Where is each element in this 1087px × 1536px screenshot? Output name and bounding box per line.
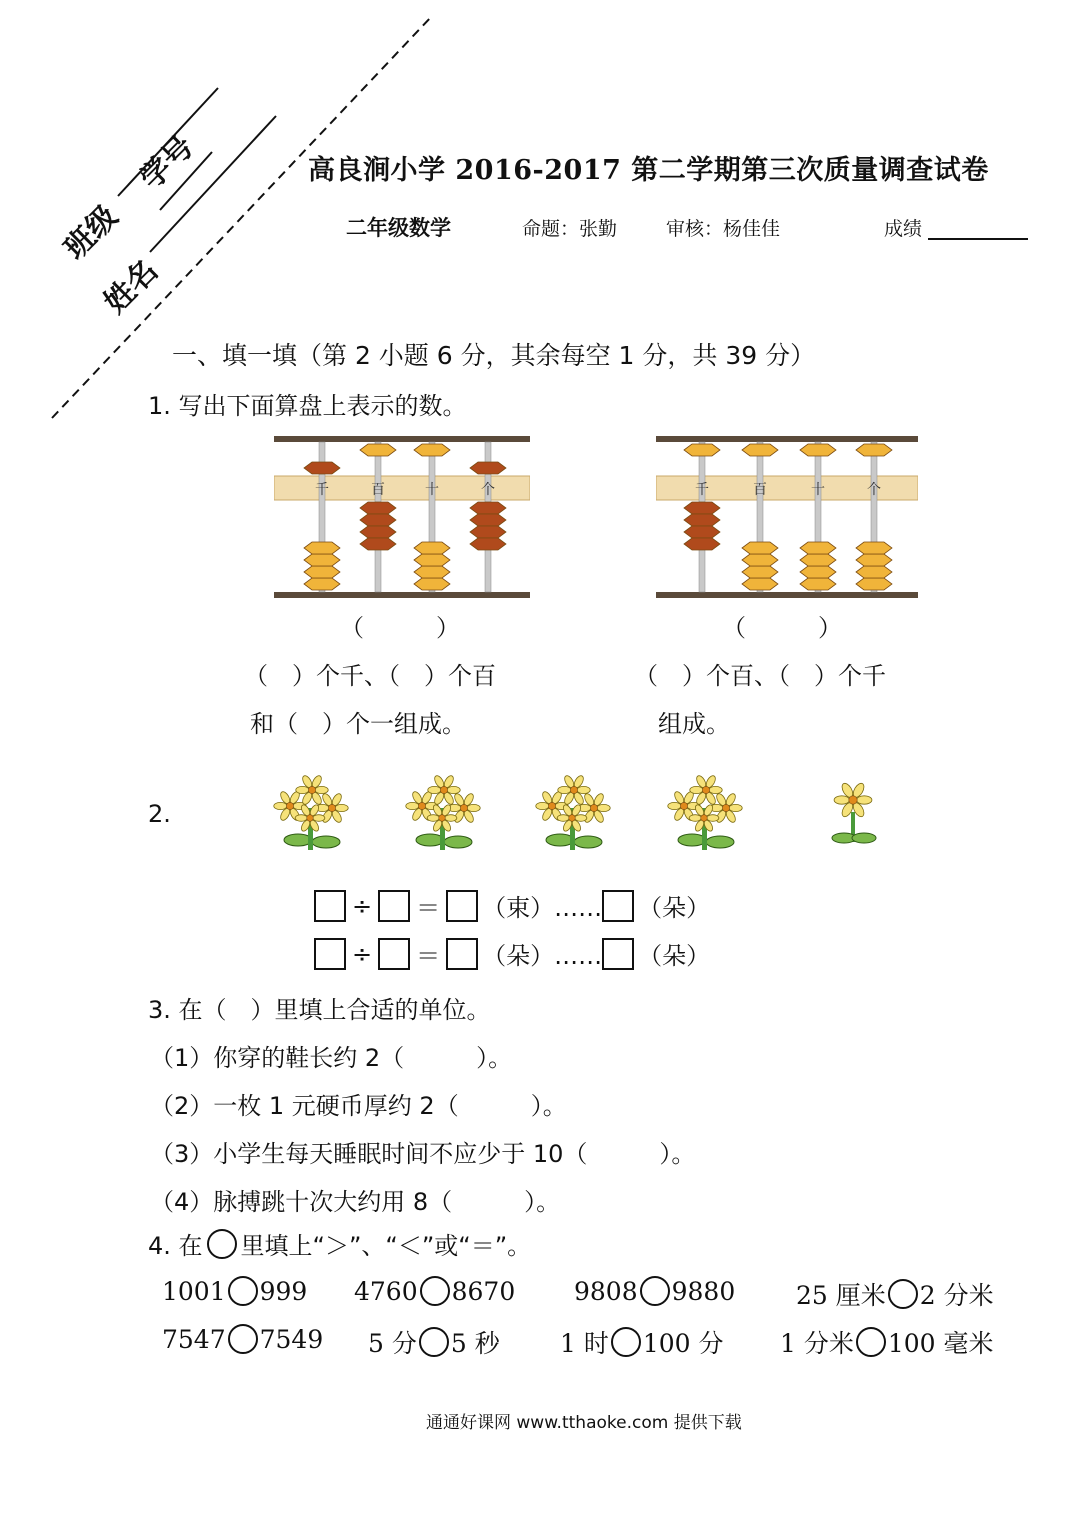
quotient-unit: （束）…… bbox=[482, 894, 603, 922]
lower-bead bbox=[856, 578, 892, 590]
single-flower bbox=[826, 776, 880, 852]
remainder-unit: （朵） bbox=[638, 942, 711, 970]
question-4-text bbox=[148, 1226, 531, 1261]
lower-bead bbox=[470, 514, 506, 526]
compare-right: 2 分米 bbox=[919, 1281, 994, 1310]
lower-bead bbox=[742, 578, 778, 590]
rod-label: 十 bbox=[811, 482, 825, 498]
compare-right: 100 毫米 bbox=[887, 1329, 994, 1358]
lower-bead bbox=[742, 566, 778, 578]
student-name-label: 姓名 bbox=[97, 253, 165, 321]
compare-left: 25 厘米 bbox=[796, 1281, 886, 1310]
flower-bunch-4 bbox=[662, 768, 748, 858]
compare-circle[interactable] bbox=[228, 1324, 258, 1354]
q3-item-2: （2）一枚 1 元硬币厚约 2（ ）。 bbox=[150, 1092, 567, 1120]
lower-bead bbox=[360, 526, 396, 538]
upper-bead bbox=[414, 444, 450, 456]
lower-bead bbox=[470, 538, 506, 550]
lower-bead bbox=[684, 526, 720, 538]
compare-right: 5 秒 bbox=[450, 1329, 500, 1358]
page-title: 高良涧小学 2016-2017 第二学期第三次质量调查试卷 bbox=[308, 155, 989, 186]
divisor-box[interactable] bbox=[378, 938, 410, 970]
lower-bead bbox=[414, 566, 450, 578]
lower-bead bbox=[470, 526, 506, 538]
lower-bead bbox=[304, 566, 340, 578]
compare-right: 999 bbox=[259, 1276, 308, 1306]
rod-label: 个 bbox=[481, 482, 495, 498]
compare-2-4 bbox=[780, 1324, 994, 1360]
footer-credit: 通通好课网 www.tthaoke.com 提供下载 bbox=[426, 1413, 742, 1433]
score-blank[interactable] bbox=[928, 238, 1028, 240]
compare-2-2 bbox=[368, 1324, 500, 1360]
lower-bead bbox=[684, 538, 720, 550]
quotient-box[interactable] bbox=[446, 938, 478, 970]
student-number-label: 学号 bbox=[133, 129, 201, 197]
q3-item-1: （1）你穿的鞋长约 2（ ）。 bbox=[150, 1044, 513, 1072]
flower-bunch-2 bbox=[400, 768, 486, 858]
question-2-number: 2. bbox=[148, 800, 171, 828]
compare-1-3 bbox=[574, 1276, 735, 1306]
compare-2-3 bbox=[560, 1324, 724, 1360]
upper-bead bbox=[304, 462, 340, 474]
q4-text-after: 里填上“＞”、“＜”或“＝”。 bbox=[240, 1232, 532, 1260]
lower-bead bbox=[304, 542, 340, 554]
lower-bead bbox=[684, 514, 720, 526]
lower-bead bbox=[304, 554, 340, 566]
subject-label: 二年级数学 bbox=[346, 216, 451, 240]
rod-label: 十 bbox=[425, 482, 439, 498]
remainder-unit: （朵） bbox=[638, 894, 711, 922]
section-heading: 一、填一填（第 2 小题 6 分，其余每空 1 分，共 39 分） bbox=[172, 341, 816, 370]
lower-bead bbox=[800, 542, 836, 554]
compare-left: 5 分 bbox=[368, 1329, 417, 1358]
abacus-left-answer[interactable]: （ ） bbox=[340, 614, 460, 642]
divisor-box[interactable] bbox=[378, 890, 410, 922]
lower-bead bbox=[304, 578, 340, 590]
lower-bead bbox=[856, 554, 892, 566]
q1-right-line1: （ ）个百、（ ）个千 bbox=[634, 662, 886, 690]
lower-bead bbox=[800, 554, 836, 566]
compare-1-1 bbox=[162, 1276, 307, 1306]
compare-circle[interactable] bbox=[228, 1276, 258, 1306]
divide-sign: ÷ bbox=[352, 939, 373, 968]
dividend-box[interactable] bbox=[314, 890, 346, 922]
rod-label: 千 bbox=[315, 482, 329, 498]
q4-text-before: 4. 在 bbox=[148, 1232, 203, 1260]
lower-bead bbox=[800, 566, 836, 578]
lower-bead bbox=[360, 502, 396, 514]
equals-sign: ＝ bbox=[416, 942, 441, 970]
rod-label: 千 bbox=[695, 482, 709, 498]
lower-bead bbox=[742, 554, 778, 566]
compare-circle[interactable] bbox=[420, 1276, 450, 1306]
flower-bunch-1 bbox=[268, 768, 354, 858]
q1-left-line2: 和（ ）个一组成。 bbox=[250, 710, 466, 738]
abacus-left bbox=[274, 432, 530, 604]
class-label: 班级 bbox=[57, 199, 125, 267]
lower-bead bbox=[360, 514, 396, 526]
lower-bead bbox=[414, 554, 450, 566]
quotient-box[interactable] bbox=[446, 890, 478, 922]
lower-bead bbox=[360, 538, 396, 550]
question-3-text: 3. 在（ ）里填上合适的单位。 bbox=[148, 996, 491, 1024]
compare-circle[interactable] bbox=[856, 1327, 886, 1357]
lower-bead bbox=[414, 578, 450, 590]
lower-bead bbox=[414, 542, 450, 554]
remainder-box[interactable] bbox=[602, 938, 634, 970]
lower-bead bbox=[856, 542, 892, 554]
rod-label: 百 bbox=[753, 482, 767, 498]
compare-right: 9880 bbox=[671, 1276, 736, 1306]
equals-sign: ＝ bbox=[416, 894, 441, 922]
compare-circle[interactable] bbox=[888, 1279, 918, 1309]
compare-right: 7549 bbox=[259, 1324, 324, 1354]
flower-bunch-3 bbox=[530, 768, 616, 858]
compare-1-2 bbox=[354, 1276, 515, 1306]
circle-symbol-icon bbox=[207, 1229, 237, 1259]
lower-bead bbox=[800, 578, 836, 590]
upper-bead bbox=[800, 444, 836, 456]
q1-left-line1: （ ）个千、（ ）个百 bbox=[244, 662, 496, 690]
compare-right: 100 分 bbox=[642, 1329, 724, 1358]
q3-item-4: （4）脉搏跳十次大约用 8（ ）。 bbox=[150, 1188, 561, 1216]
remainder-box[interactable] bbox=[602, 890, 634, 922]
compare-left: 9808 bbox=[574, 1276, 638, 1306]
compare-left: 7547 bbox=[162, 1324, 226, 1354]
dividend-box[interactable] bbox=[314, 938, 346, 970]
upper-bead bbox=[684, 444, 720, 456]
compare-left: 1001 bbox=[162, 1276, 226, 1306]
upper-bead bbox=[856, 444, 892, 456]
compare-1-4 bbox=[796, 1276, 994, 1312]
abacus-right bbox=[656, 432, 918, 604]
q2-equation-row-1 bbox=[314, 888, 710, 923]
divide-sign: ÷ bbox=[352, 891, 373, 920]
abacus-right-answer[interactable]: （ ） bbox=[722, 614, 842, 642]
question-1-text: 1. 写出下面算盘上表示的数。 bbox=[148, 392, 467, 420]
setter-label: 命题：张勤 bbox=[522, 218, 618, 240]
score-label: 成绩 bbox=[884, 218, 923, 240]
lower-bead bbox=[684, 502, 720, 514]
q1-right-line2: 组成。 bbox=[658, 710, 730, 738]
compare-circle[interactable] bbox=[640, 1276, 670, 1306]
upper-bead bbox=[360, 444, 396, 456]
compare-left: 1 时 bbox=[560, 1329, 609, 1358]
q2-equation-row-2 bbox=[314, 936, 710, 971]
reviewer-label: 审核：杨佳佳 bbox=[666, 218, 781, 240]
compare-2-1 bbox=[162, 1324, 323, 1354]
compare-circle[interactable] bbox=[611, 1327, 641, 1357]
quotient-unit: （朵）…… bbox=[482, 942, 603, 970]
lower-bead bbox=[856, 566, 892, 578]
compare-left: 4760 bbox=[354, 1276, 418, 1306]
rod-label: 个 bbox=[867, 482, 881, 498]
compare-left: 1 分米 bbox=[780, 1329, 854, 1358]
compare-circle[interactable] bbox=[419, 1327, 449, 1357]
q3-item-3: （3）小学生每天睡眠时间不应少于 10（ ）。 bbox=[150, 1140, 696, 1168]
lower-bead bbox=[742, 542, 778, 554]
compare-right: 8670 bbox=[451, 1276, 516, 1306]
lower-bead bbox=[470, 502, 506, 514]
rod-label: 百 bbox=[371, 482, 385, 498]
upper-bead bbox=[742, 444, 778, 456]
upper-bead bbox=[470, 462, 506, 474]
